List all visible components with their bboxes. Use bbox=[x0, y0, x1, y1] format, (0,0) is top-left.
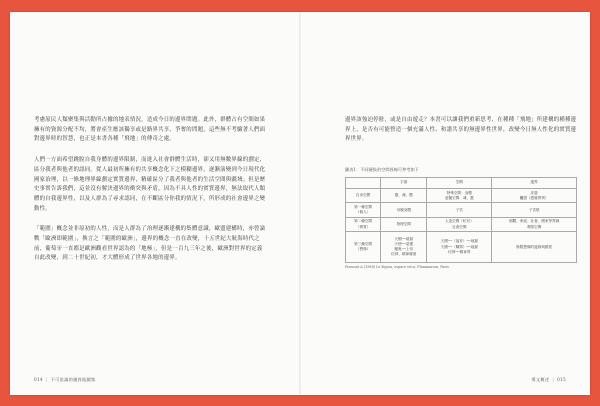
table-cell: 子宮壁 bbox=[492, 203, 577, 217]
table-cell: 個體、家庭、社會、國家等界線 實際空間 bbox=[492, 217, 577, 231]
table-cell: 第二種空間 （實質） bbox=[346, 217, 381, 231]
table-header-cell: 邊界 bbox=[492, 178, 577, 189]
table-row bbox=[346, 217, 577, 231]
paragraph: 考慮原民人類聚集與活動所占據的地表情況，造成今日的邊界問題。此外，群體占有空間如果擁有的資源分配不均，將會產生應該獨享或是路界共享、爭奪的問題，這些無不考驗著人們面對邊界時的智慧，也正是本書各種「飛地」的傳奇之處。 bbox=[34, 117, 266, 143]
table-cell: 子宮 bbox=[427, 203, 492, 217]
footer-divider: | bbox=[552, 377, 555, 382]
table-cell: 特殊空間：身體 虛擬空間：魂、靈 bbox=[427, 189, 492, 203]
figure-table-block bbox=[345, 167, 577, 269]
table-header-row bbox=[346, 178, 577, 189]
left-page bbox=[10, 12, 300, 395]
table-row bbox=[346, 232, 577, 263]
table-cell: 靈、魂、體 bbox=[381, 189, 427, 203]
running-title: 不可思議的邊界地圖集 bbox=[50, 377, 96, 382]
table-cell: 母親身體 bbox=[381, 203, 427, 217]
table-cell: 第一種空間 （個人） bbox=[346, 203, 381, 217]
table-cell: 人造空間（私有） 社會空間 bbox=[427, 217, 492, 231]
table-caption: 圖表1：不同層級的空間界線可參考如下 bbox=[345, 167, 419, 172]
table-cell: 物理空間 bbox=[381, 217, 427, 231]
paragraph: 邊界該強迫停駐，或是自由遊走？本書可以讓我們重新思考，在種種「飛地」所建構的種種邊界上，是否有可能營造一個充滿人性、和諧共享的無邊界性世界，改變今日無人性化的實質邊界世界。 bbox=[345, 117, 577, 143]
table-cell: 天國──地獄 天使──惡靈 魔鬼──上帝 信仰、精神層面 bbox=[381, 232, 427, 263]
paragraph: 「範圍」概念並非原初的人性，而是人群為了治理逐漸建構的集體意識，歐盟建構時，亦曾論戰「歐洲即範圍」，換言之「範圍的歐洲」，邊界的概念一直在改變，十五世紀大航海時代之前，葡萄牙一直都是歐洲觀看世界認為的「地極」，但是一百九三年之後，歐洲對世界的定義自此改變，到二十世紀初，才大體形成了世界各地的邊界。 bbox=[34, 226, 266, 262]
table-cell: 無限想像的邊緣與國度 bbox=[492, 232, 577, 263]
table-cell: 天國──（福音）──地獄 天國──（贖罪）──地獄 信仰──精神界 bbox=[427, 232, 492, 263]
table-header-cell: 空間 bbox=[427, 178, 492, 189]
page-number: 015 bbox=[557, 377, 566, 382]
right-page bbox=[300, 12, 590, 395]
left-footer bbox=[34, 377, 96, 383]
left-text-column bbox=[34, 116, 266, 275]
table-header-cell: 字面 bbox=[381, 178, 427, 189]
page-number: 014 bbox=[34, 377, 43, 382]
table-row bbox=[346, 203, 577, 217]
footer-divider: | bbox=[45, 377, 48, 382]
right-footer bbox=[531, 377, 566, 383]
table-cell: 皮膚 觸感（感覺實質） bbox=[492, 189, 577, 203]
table-source: Piemont A.(1988) Le légion, espace vécu, Flammarion, Paris bbox=[345, 265, 449, 270]
right-text-column bbox=[345, 116, 577, 145]
paragraph: 人們一方面希望跳脫自我身體的邊界限制，而進入社會群體生活時，卻又用無數界線的劃定，區分我者與他者的認同。從人最初所擁有的共享概念化下之模糊邊界，逐漸演變到今日現代化國家治理，以一條地理界線劃定實質邊界，精確區分了我者與他者的生活空間與疆域；但是歷史事實告訴我們，這並沒有解決邊界的衝突與矛盾，因為不具人性的實質邊界，無法取代人類體的自我邊界性，以及人群為了尋求認同，在不斷區分你我的情況下，所形成的社會邊界之變動性。 bbox=[34, 157, 266, 212]
book-spread bbox=[10, 12, 590, 395]
table-cell: 第三種空間 （想像） bbox=[346, 232, 381, 263]
running-chapter: 導文概述 bbox=[531, 377, 550, 382]
table-header-cell bbox=[346, 178, 381, 189]
table-cell: 自身空間 bbox=[346, 189, 381, 203]
boundary-levels-table bbox=[345, 177, 577, 263]
table-row bbox=[346, 189, 577, 203]
